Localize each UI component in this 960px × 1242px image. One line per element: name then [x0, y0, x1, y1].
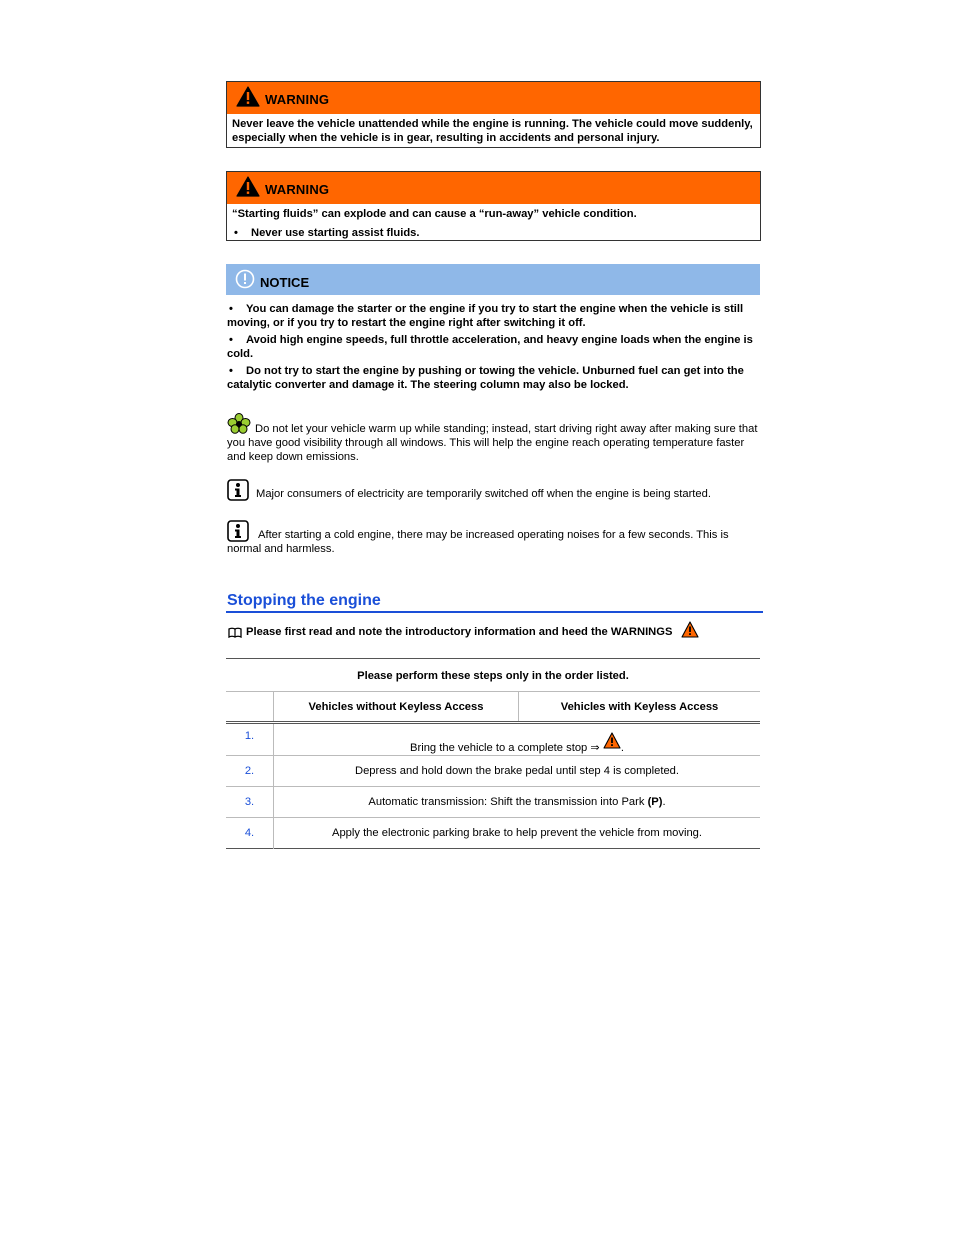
step-number: 2. [226, 756, 274, 787]
step-text: Apply the electronic parking brake to help prevent the vehicle from moving. [331, 827, 702, 839]
environment-tip [227, 413, 760, 464]
table-header-row [226, 692, 760, 723]
info-icon [227, 479, 249, 501]
intro-line [228, 626, 699, 638]
info-tip-text: Major consumers of electricity are temporarily switched off when the engine is being started. [256, 488, 711, 500]
step-number: 1. [226, 723, 274, 756]
step-number: 4. [226, 818, 274, 849]
warning-title: WARNING [265, 182, 330, 197]
column-header-without-keyless: Vehicles without Keyless Access [274, 692, 519, 723]
notice-item-text: Avoid high engine speeds, full throttle acceleration, and heavy engine loads when the engine is cold. [227, 334, 753, 360]
notice-item-text: Do not try to start the engine by pushing or towing the vehicle. Unburned fuel can get into the catalytic converter and damage it. The steering column may also be locked. [227, 365, 744, 391]
bullet-icon: • [229, 365, 233, 377]
table-header-blank [226, 692, 274, 723]
column-header-with-keyless: Vehicles with Keyless Access [560, 700, 719, 713]
warning-triangle-icon [603, 732, 621, 749]
book-icon [228, 627, 242, 638]
notice-list [227, 303, 757, 396]
table-row [226, 723, 760, 756]
steps-table [226, 658, 760, 849]
info-tip-2 [227, 520, 760, 556]
warning-box-2 [226, 171, 761, 241]
info-tip-text: After starting a cold engine, there may be increased operating noises for a few seconds. This is normal and harmless. [227, 529, 729, 555]
warning-bullet-text: Never use starting assist fluids. [251, 227, 420, 239]
step-text [274, 787, 761, 818]
table-caption-row [226, 659, 760, 692]
bullet-icon: • [229, 303, 233, 315]
period: . [662, 796, 666, 808]
info-tip-1 [227, 479, 760, 501]
section-title: Stopping the engine [227, 592, 381, 609]
table-row [226, 787, 760, 818]
warning-text: “Starting fluids” can explode and can cause a “run-away” vehicle condition. [232, 208, 637, 220]
info-icon [227, 520, 249, 542]
intro-text: Please first read and note the introductory information and heed the WARNINGS [246, 626, 673, 638]
warning-header [227, 82, 760, 114]
notice-item [227, 303, 757, 330]
step-number: 3. [226, 787, 274, 818]
warning-content [227, 204, 760, 245]
step-text: Depress and hold down the brake pedal until step 4 is completed. [354, 765, 680, 777]
exclamation-circle-icon [235, 269, 255, 289]
bullet-icon: • [234, 227, 238, 239]
notice-item-text: You can damage the starter or the engine if you try to start the engine when the vehicle is still moving, or if you try to restart the engine right after switching it off. [227, 303, 744, 329]
notice-item [227, 334, 757, 361]
step-text-content: Bring the vehicle to a complete stop ⇒ [410, 741, 600, 754]
step-text-content: Automatic transmission: Shift the transmission into Park [368, 796, 645, 808]
bullet-icon: • [229, 334, 233, 346]
warning-box-1 [226, 81, 761, 148]
table-row [226, 756, 760, 787]
period: . [620, 741, 624, 754]
table-caption: Please perform these steps only in the order listed. [357, 670, 629, 682]
notice-title: NOTICE [260, 275, 310, 290]
flower-environment-icon [227, 413, 251, 435]
warning-text: Never leave the vehicle unattended while the engine is running. The vehicle could move suddenly, especially when the vehicle is in gear, resulting in accidents and personal injury. [232, 118, 753, 144]
notice-item [227, 365, 757, 392]
warning-title: WARNING [265, 92, 330, 107]
warning-triangle-icon [681, 621, 699, 638]
step-text-bold: (P) [647, 796, 663, 808]
warning-bullet [232, 226, 754, 240]
table-row [226, 818, 760, 849]
warning-header [227, 172, 760, 204]
step-text [274, 723, 761, 756]
notice-header [226, 264, 760, 295]
warning-triangle-icon [236, 86, 260, 107]
environment-tip-text: Do not let your vehicle warm up while standing; instead, start driving right away after making sure that you have good visibility through all windows. This will help the engine reach operating temperature faster and keep down emissions. [227, 423, 758, 463]
warning-triangle-icon [236, 176, 260, 197]
section-divider [226, 611, 763, 613]
